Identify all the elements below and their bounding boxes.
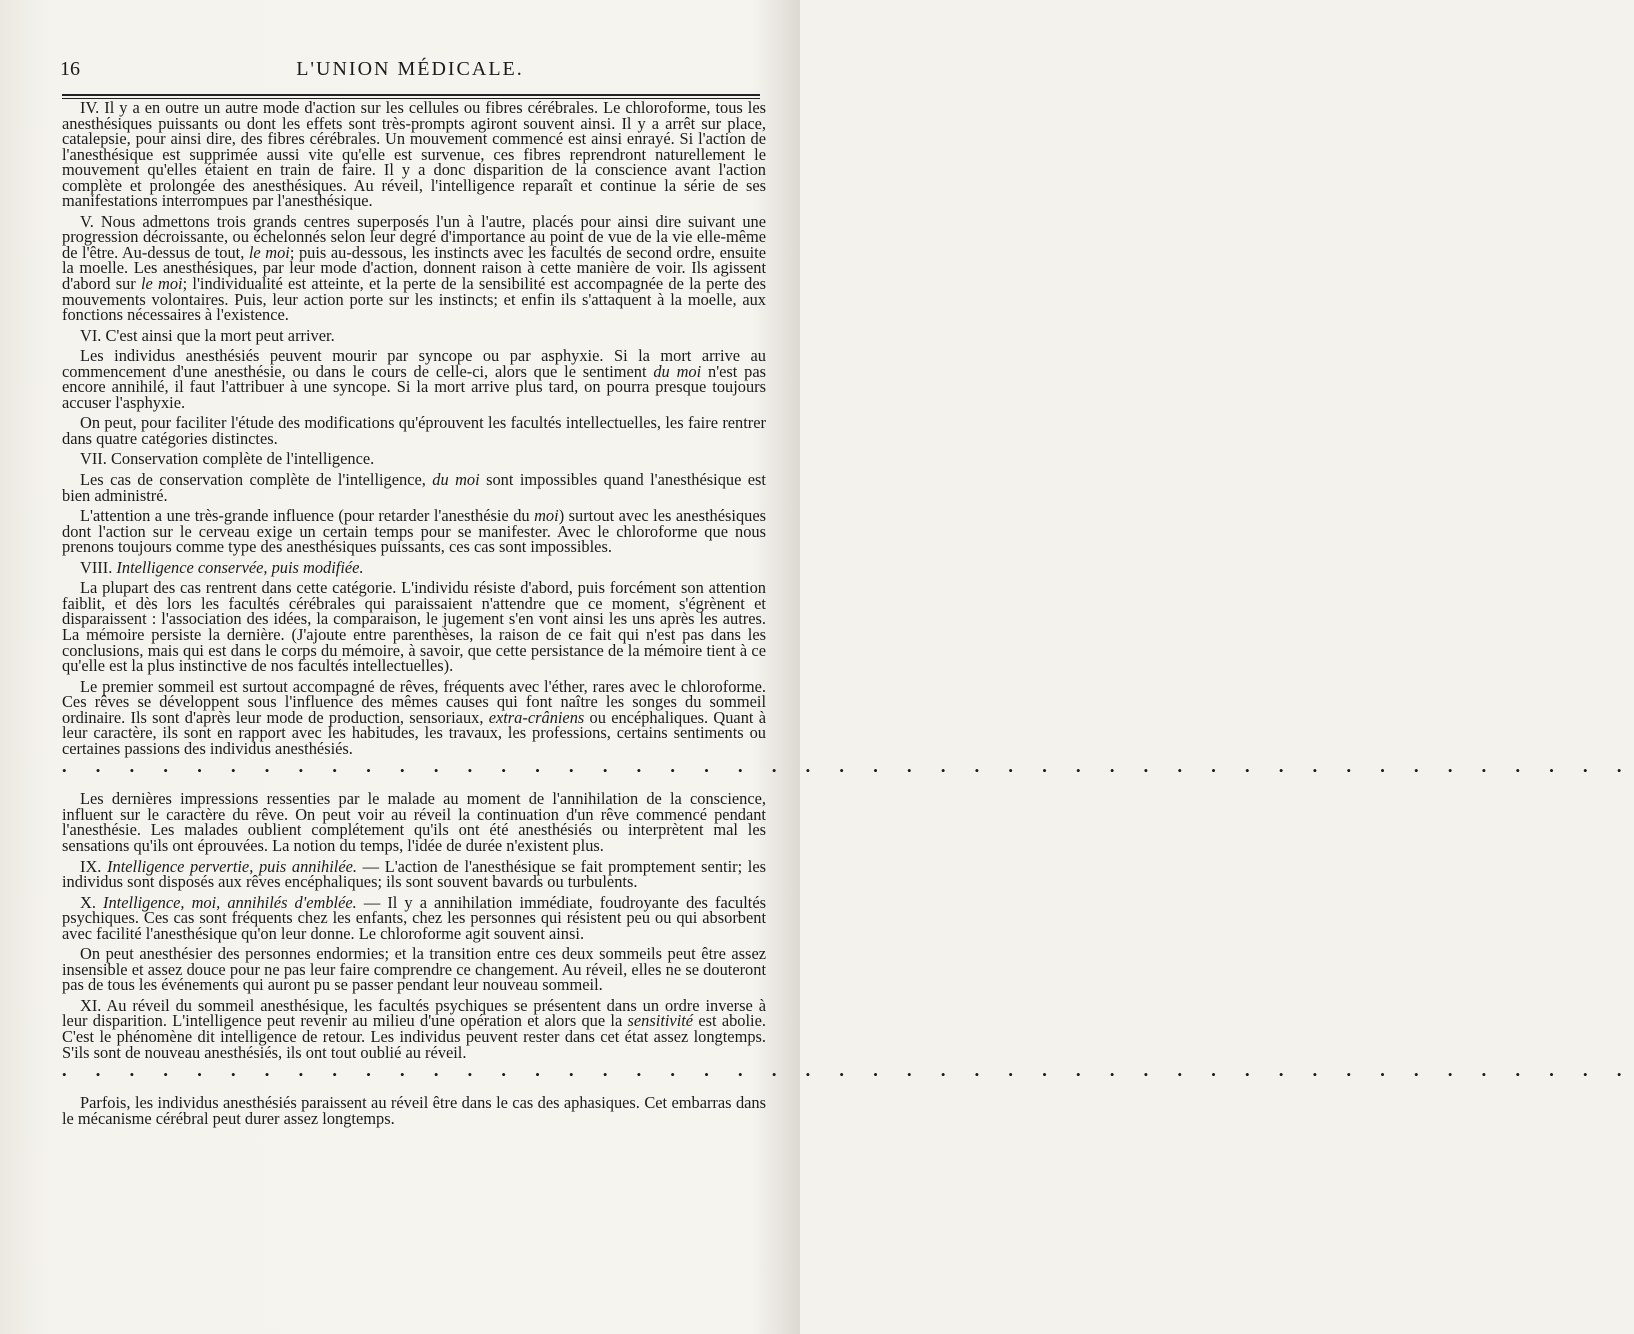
paragraph-categories: On peut, pour faciliter l'étude des modifications qu'éprouvent les facultés intellectuelles, les faire rentrer dans quatre catégories distinctes. bbox=[62, 413, 766, 448]
paragraph-viii: VIII. Intelligence conservée, puis modifiée. bbox=[80, 557, 364, 577]
page-number: 16 bbox=[60, 58, 80, 80]
paragraph-mort: Les individus anesthésiés peuvent mourir par syncope ou par asphyxie. Si la mort arrive au commencement d'une anesthésie, ou dans le cours de celle-ci, alors que le sentiment du moi n'est pas encore annihilé, il faut l'attribuer à une syncope. Si la mort arrive plus tard, on pourra presque toujours accuser l'asphyxie. bbox=[62, 346, 767, 412]
paragraph-dernieres: Les dernières impressions ressenties par le malade au moment de l'annihilation de la conscience, influent sur le caractère du rêve. On peut voir au réveil la continuation d'un rêve commencé pendant l'anesthésie. Les malades oublient complétement qu'ils ont été anesthésiés ou interprètent mal les sensations qu'ils ont éprouvées. La notion du temps, l'idée de durée n'existent plus. bbox=[62, 789, 766, 855]
article-body bbox=[62, 98, 1634, 1131]
paragraph-vii: VII. Conservation complète de l'intelligence. bbox=[80, 449, 375, 469]
page-header bbox=[60, 58, 760, 88]
paragraph-iv: IV. Il y a en outre un autre mode d'action sur les cellules ou fibres cérébrales. Le chloroforme, tous les anesthésiques puissants ou dont les effets sont très-prompts agiront souvent ainsi. Il y a arrêt sur place, catalepsie, pour ainsi dire, des fibres cérébrales. Un mouvement commencé est ainsi enrayé. Si l'action de l'anesthésique est supprimée aussi vite qu'elle est survenue, ces fibres reprendront naturellement le mouvement qu'elles étaient en train de faire. Il y a donc disparition de la conscience avant l'action complète et prolongée des anesthésiques. Au réveil, l'intelligence reparaît et continue la série de ses manifestations interrompues par l'anesthésique. bbox=[62, 98, 766, 211]
paragraph-xi: XI. Au réveil du sommeil anesthésique, les facultés psychiques se présentent dans un ordre inverse à leur disparition. L'intelligence peut revenir au milieu d'une opération et alors que la sensitivité est abolie. C'est le phénomène dit intelligence de retour. Les individus peuvent rester dans cet état assez longtemps. S'ils sont de nouveau anesthésiés, ils ont tout oublié au réveil. bbox=[62, 995, 766, 1062]
dotted-separator: • • • • • • • • • • • • • • • • • • • • • • • • • • • • • • • • • • • • • • • • • • • • • • • bbox=[62, 763, 1634, 779]
paragraph-reves: Le premier sommeil est surtout accompagné de rêves, fréquents avec l'éther, rares avec le chloroforme. Ces rêves se développent sous l'influence des mêmes causes qui font naître les songes du sommeil ordinaire. Ils sont d'après leur mode de production, sensoriaux, extra-crâniens ou encéphaliques. Quant à leur caractère, ils sont en rapport avec les habitudes, les travaux, les professions, certains sentiments ou certaines passions des individus anesthésiés. bbox=[62, 676, 766, 758]
paragraph-attention: L'attention a une très-grande influence (pour retarder l'anesthésie du moi) surtout avec les anesthésiques dont l'action sur le cerveau exige un certain temps pour se manifester. Avec le chloroforme que nous prenons toujours comme type des anesthésiques puissants, ces cas sont impossibles. bbox=[62, 506, 766, 557]
dotted-separator: • • • • • • • • • • • • • • • • • • • • • • • • • • • • • • • • • • • • • • • • • • • • • • • bbox=[62, 1067, 1634, 1083]
paragraph-parfois: Parfois, les individus anesthésiés paraissent au réveil être dans le cas des aphasiques. Cet embarras dans le mécanisme cérébral peut durer assez longtemps. bbox=[62, 1093, 766, 1128]
paragraph-conservation: Les cas de conservation complète de l'intelligence, du moi sont impossibles quand l'anesthésique est bien administré. bbox=[62, 470, 766, 505]
paragraph-x: X. Intelligence, moi, annihilés d'emblée. — Il y a annihilation immédiate, foudroyante des facultés psychiques. Ces cas sont fréquents chez les enfants, chez les personnes qui résistent peu ou qui absorbent avec facilité l'anesthésique qu'on leur donne. Le chloroforme agit souvent ainsi. bbox=[62, 892, 766, 943]
paragraph-endormies: On peut anesthésier des personnes endormies; et la transition entre ces deux sommeils peut être assez insensible et assez douce pour ne pas leur faire comprendre ce changement. Au réveil, elles ne se douteront pas de tous les événements qui auront pu se passer pendant leur nouveau sommeil. bbox=[62, 944, 766, 995]
paragraph-plupart: La plupart des cas rentrent dans cette catégorie. L'individu résiste d'abord, puis forcément son attention faiblit, et dès lors les facultés cérébrales qui paraissaient n'attendre que ce moment, s'égrènent et disparaissent : l'association des idées, la comparaison, le jugement s'en vont ainsi les uns après les autres. La mémoire persiste la dernière. (J'ajoute entre parenthèses, la raison de ce fait qui n'est pas dans les conclusions, mais qui est dans le corps du mémoire, à savoir, que cette persistance de la mémoire tient à ce qu'elle est la plus instinctive de nos facultés intellectuelles). bbox=[62, 578, 766, 676]
paragraph-ix: IX. Intelligence pervertie, puis annihilée. — L'action de l'anesthésique se fait promptement sentir; les individus sont disposés aux rêves encéphaliques; ils sont souvent bavards ou turbulents. bbox=[62, 856, 766, 892]
paragraph-vi: VI. C'est ainsi que la mort peut arriver. bbox=[80, 325, 335, 345]
paragraph-v: V. Nous admettons trois grands centres superposés l'un à l'autre, placés pour ainsi dire suivant une progression décroissante, ou échelonnés selon leur degré d'importance au point de vue de la vie elle-même de l'être. Au-dessus de tout, le moi; puis au-dessous, les instincts avec les facultés de second ordre, ensuite la moelle. Les anesthésiques, par leur mode d'action, donnent raison à cette manière de voir. Ils agissent d'abord sur le moi; l'individualité est atteinte, et la perte de la sensibilité est accompagnée de la perte des mouvements volontaires. Puis, leur action porte sur les instincts; et enfin ils s'attaquent à la moelle, aux fonctions nécessaires à l'existence. bbox=[62, 211, 767, 325]
running-title: L'UNION MÉDICALE. bbox=[296, 58, 524, 80]
